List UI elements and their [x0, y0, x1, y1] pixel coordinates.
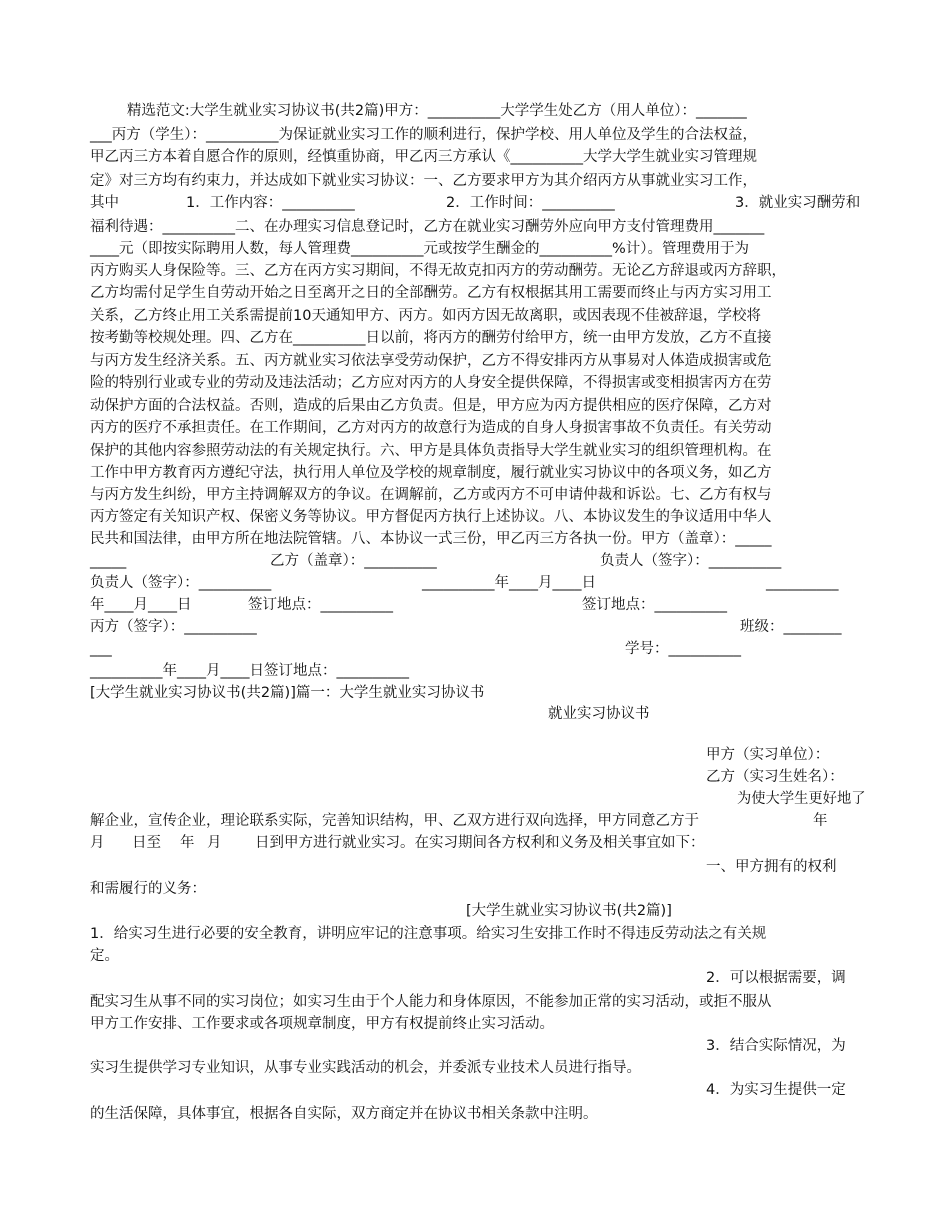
text-line	[0, 766, 950, 788]
text-segment: 签订地点：__________	[582, 597, 727, 613]
text-line	[0, 550, 950, 572]
text-line	[0, 484, 950, 506]
text-segment: 险的特别行业或专业的劳动及违法活动；乙方应对丙方的人身安全提供保障，不得损害或变相损害丙方在劳	[90, 375, 772, 391]
text-segment: 福利待遇：__________二、在办理实习信息登记时，乙方在就业实习酬劳外应向甲方支付管理费用_______	[90, 219, 765, 235]
text-segment: 4．为实习生提供一定	[706, 1082, 846, 1098]
text-line	[0, 372, 950, 394]
text-segment: 负责人（签字）：__________	[600, 553, 782, 569]
text-line	[0, 810, 950, 832]
text-segment: 精选范文:大学生就业实习协议书(共2篇)甲方：__________大学学生处乙方（用人单位）：_______	[90, 103, 747, 119]
text-segment: 其中	[90, 195, 119, 211]
text-segment: __________	[766, 575, 839, 591]
text-segment: 丙方（签字）：__________	[90, 619, 257, 635]
text-segment: _____	[90, 553, 127, 569]
text-segment: [大学生就业实习协议书(共2篇)]篇一：大学生就业实习协议书	[90, 685, 485, 701]
text-line	[0, 991, 950, 1013]
text-segment: 3．结合实际情况，为	[706, 1038, 846, 1054]
text-segment: 月	[207, 835, 222, 851]
text-segment: ____元（即按实际聘用人数，每人管理费__________元或按学生酬金的__________%计）。管理费用于为	[90, 241, 750, 257]
text-line	[0, 124, 950, 146]
text-segment: 甲乙丙三方本着自愿合作的原则，经慎重协商，甲乙丙三方承认《__________大学大学生就业实习管理规	[90, 149, 757, 165]
text-line	[0, 100, 950, 122]
text-segment: 年____月____日	[90, 597, 192, 613]
text-segment: 和需履行的义务：	[90, 881, 206, 897]
text-segment: 丙方签定有关知识产权、保密义务等协议。甲方督促丙方执行上述协议。八、本协议发生的争议适用中华人	[90, 509, 772, 525]
text-line	[0, 395, 950, 417]
text-segment: 为使大学生更好地了	[737, 791, 866, 807]
text-segment: 的生活保障，具体事宜，根据各自实际，双方商定并在协议书相关条款中注明。	[90, 1106, 598, 1122]
text-segment: 乙方均需付足学生自劳动开始之日至离开之日的全部酬劳。乙方有权根据其用工需要而终止与丙方实习用工	[90, 285, 772, 301]
text-line	[0, 350, 950, 372]
text-line	[0, 216, 950, 238]
text-segment: 甲方工作安排、工作要求或各项规章制度，甲方有权提前终止实习活动。	[90, 1016, 554, 1032]
text-line	[0, 638, 950, 660]
text-line	[0, 572, 950, 594]
text-segment: 保护的其他内容参照劳动法的有关规定执行。六、甲方是具体负责指导大学生就业实习的组织管理机构。在	[90, 443, 772, 459]
text-line	[0, 744, 950, 766]
text-segment: ___丙方（学生）：__________为保证就业实习工作的顺利进行，保护学校、用人单位及学生的合法权益，	[90, 127, 757, 143]
text-line	[0, 682, 950, 704]
text-segment: __________年____月____日	[422, 575, 596, 591]
text-line	[0, 724, 950, 746]
text-line	[0, 856, 950, 878]
text-segment: 年	[813, 813, 828, 829]
text-line	[0, 146, 950, 168]
text-segment: 丙方购买人身保险等。三、乙方在丙方实习期间，不得无故克扣丙方的劳动酬劳。无论乙方辞退或丙方辞职，	[90, 263, 786, 279]
text-segment: 负责人（签字）：__________	[90, 575, 272, 591]
text-segment: 定。	[90, 948, 119, 964]
text-segment: 日至	[132, 835, 161, 851]
text-line	[0, 506, 950, 528]
text-line	[0, 462, 950, 484]
text-segment: 1．工作内容：__________	[186, 195, 355, 211]
text-segment: 乙方（盖章）：__________	[270, 553, 437, 569]
text-line	[0, 1103, 950, 1125]
text-segment: 年	[180, 835, 195, 851]
text-segment: 民共和国法律，由甲方所在地法院管辖。八、本协议一式三份，甲乙丙三方各执一份。甲方（盖章）：_____	[90, 531, 772, 547]
text-line	[0, 327, 950, 349]
text-line	[0, 878, 950, 900]
text-segment: 签订地点：__________	[248, 597, 393, 613]
text-segment: 按考勤等校规处理。四、乙方在__________日以前，将丙方的酬劳付给甲方，统一由甲方发放，乙方不直接	[90, 330, 772, 346]
text-line	[0, 528, 950, 550]
text-line	[0, 945, 950, 967]
text-segment: __________年____月____日签订地点：__________	[90, 663, 409, 679]
text-line	[0, 703, 950, 725]
text-line	[0, 660, 950, 682]
text-segment: 配实习生从事不同的实习岗位；如实习生由于个人能力和身体原因，不能参加正常的实习活动，或拒不服从	[90, 994, 772, 1010]
text-segment: 就业实习协议书	[548, 706, 650, 722]
text-segment: 2．可以根据需要，调	[706, 970, 846, 986]
text-segment: 学号：__________	[625, 641, 741, 657]
text-line	[0, 594, 950, 616]
text-line	[0, 900, 950, 922]
text-line	[0, 1079, 950, 1101]
text-line	[0, 788, 950, 810]
text-line	[0, 923, 950, 945]
text-segment: 定》对三方均有约束力，并达成如下就业实习协议：一、乙方要求甲方为其介绍丙方从事就业实习工作，	[90, 173, 757, 189]
text-line	[0, 616, 950, 638]
text-line	[0, 440, 950, 462]
text-line	[0, 260, 950, 282]
text-segment: ___	[90, 641, 112, 657]
text-line	[0, 832, 950, 854]
text-line	[0, 170, 950, 192]
text-segment: 解企业，宣传企业，理论联系实际，完善知识结构，甲、乙双方进行双向选择，甲方同意乙方于	[90, 813, 699, 829]
text-segment: 2．工作时间：__________	[446, 195, 615, 211]
text-segment: 月	[90, 835, 105, 851]
text-line	[0, 417, 950, 439]
text-segment: [大学生就业实习协议书(共2篇)]	[466, 903, 672, 919]
text-segment: 1．给实习生进行必要的安全教育，讲明应牢记的注意事项。给实习生安排工作时不得违反劳动法之有关规	[90, 926, 767, 942]
text-segment: 关系，乙方终止用工关系需提前10天通知甲方、丙方。如丙方因无故离职，或因表现不佳被辞退，学校将	[90, 308, 761, 324]
text-segment: 工作中甲方教育丙方遵纪守法，执行用人单位及学校的规章制度，履行就业实习协议中的各项义务，如乙方	[90, 465, 772, 481]
text-line	[0, 1035, 950, 1057]
text-segment: 实习生提供学习专业知识，从事专业实践活动的机会，并委派专业技术人员进行指导。	[90, 1060, 641, 1076]
text-line	[0, 305, 950, 327]
text-segment: 与丙方发生纠纷，甲方主持调解双方的争议。在调解前，乙方或丙方不可申请仲裁和诉讼。七、乙方有权与	[90, 487, 772, 503]
text-segment: 日到甲方进行就业实习。在实习期间各方权利和义务及相关事宜如下：	[255, 835, 705, 851]
text-line	[0, 238, 950, 260]
text-segment: 动保护方面的合法权益。否则，造成的后果由乙方负责。但是，甲方应为丙方提供相应的医疗保障，乙方对	[90, 398, 772, 414]
text-segment: 乙方（实习生姓名）：	[706, 769, 844, 785]
text-segment: 甲方（实习单位）：	[706, 747, 830, 763]
text-line	[0, 282, 950, 304]
text-line	[0, 1057, 950, 1079]
text-segment: 丙方的医疗不承担责任。在工作期间，乙方对丙方的故意行为造成的自身人身损害事故不负责任。有关劳动	[90, 420, 772, 436]
text-segment: 班级：________	[740, 619, 842, 635]
text-segment: 一、甲方拥有的权利	[706, 859, 837, 875]
text-line	[0, 967, 950, 989]
text-segment: 3．就业实习酬劳和	[735, 195, 861, 211]
text-line	[0, 192, 950, 214]
text-segment: 与丙方发生经济关系。五、丙方就业实习依法享受劳动保护，乙方不得安排丙方从事易对人体造成损害或危	[90, 353, 772, 369]
text-line	[0, 1013, 950, 1035]
